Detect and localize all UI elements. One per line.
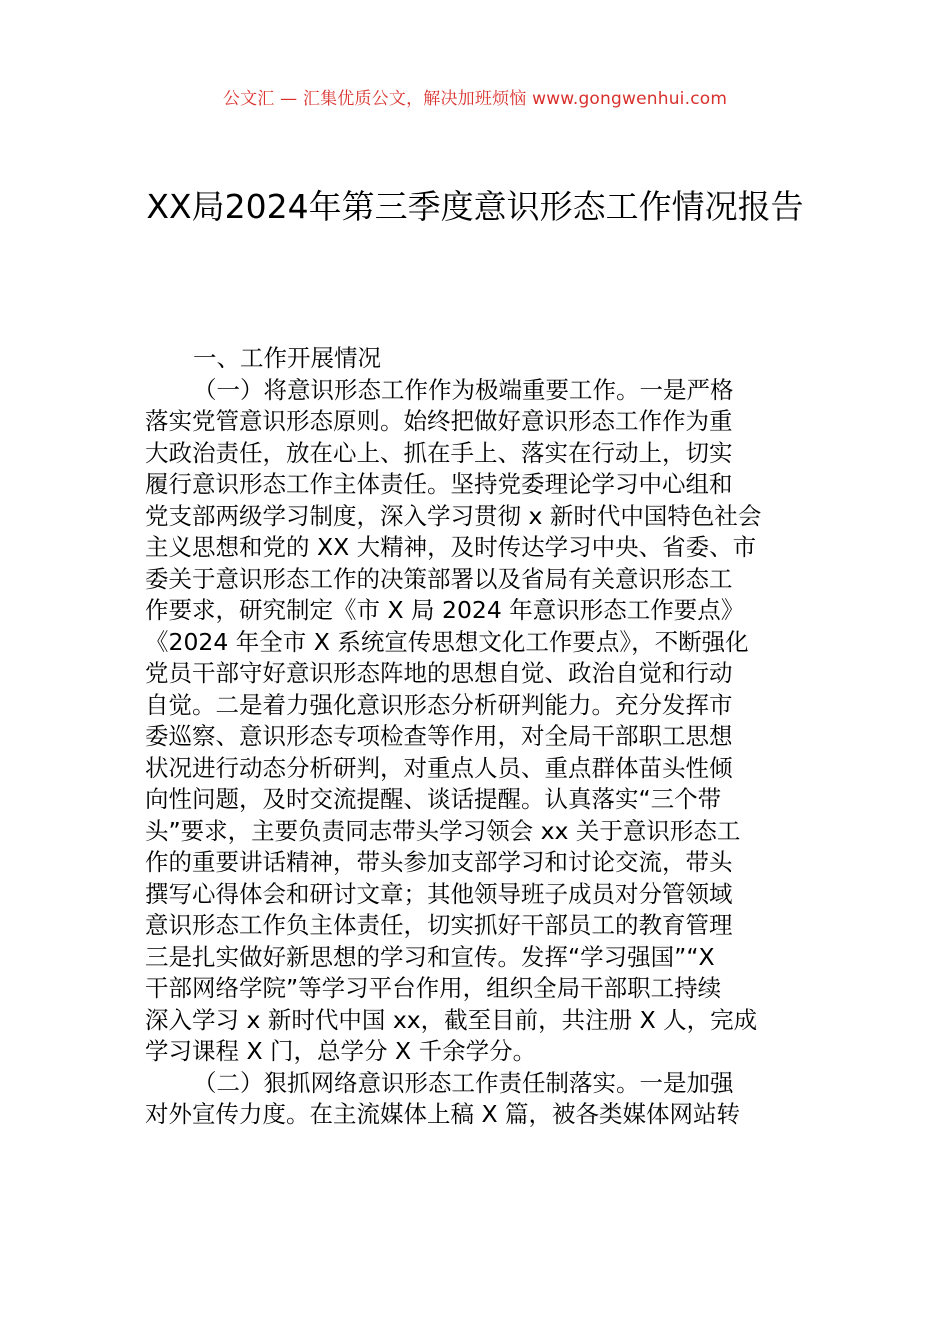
section-heading: 一、工作开展情况 <box>193 344 381 372</box>
paragraph-1: （一）将意识形态工作作为极端重要工作。一是严格 落实党管意识形态原则。始终把做好意识形态工作作为重 大政治责任，放在心上、抓在手上、落实在行动上，切实 履行意识形态工作主体责任。坚持党委理论学习中心组和 党支部两级学习制度，深入学习贯彻 x 新时代中国特色社会 主义思想和党的 XX 大精神，及时传达学习中央、省委、市 委关于意识形态工作的决策部署以及省局有关意识形态工 作要求，研究制定《市 X 局 2024 年意识形态工作要点》 《2024 年全市 X 系统宣传思想文化工作要点》，不断强化 党员干部守好意识形态阵地的思想自觉、政治自觉和行动 自觉。二是着力强化意识形态分析研判能力。充分发挥市 委巡察、意识形态专项检查等作用，对全局干部职工思想 状况进行动态分析研判，对重点人员、重点群体苗头性倾 向性问题，及时交流提醒、谈话提醒。认真落实“三个带 头”要求，主要负责同志带头学习领会 xx 关于意识形态工 作的重要讲话精神，带头参加支部学习和讨论交流，带头 撰写心得体会和研讨文章；其他领导班子成员对分管领域 意识形态工作负主体责任，切实抓好干部员工的教育管理 三是扎实做好新思想的学习和宣传。发挥“学习强国”“X 干部网络学院”等学习平台作用，组织全局干部职工持续 深入学习 x 新时代中国 xx，截至目前，共注册 X 人，完成 学习课程 X 门，总学分 X 千余学分。 <box>145 375 762 1065</box>
document-body <box>145 343 807 1131</box>
paragraph-2: （二）狠抓网络意识形态工作责任制落实。一是加强 对外宣传力度。在主流媒体上稿 X 篇，被各类媒体网站转 <box>145 1068 741 1128</box>
header-banner[interactable]: 公文汇 — 汇集优质公文，解决加班烦恼 www.gongwenhui.com <box>222 89 728 109</box>
document-title: XX局2024年第三季度意识形态工作情况报告 <box>146 187 804 226</box>
